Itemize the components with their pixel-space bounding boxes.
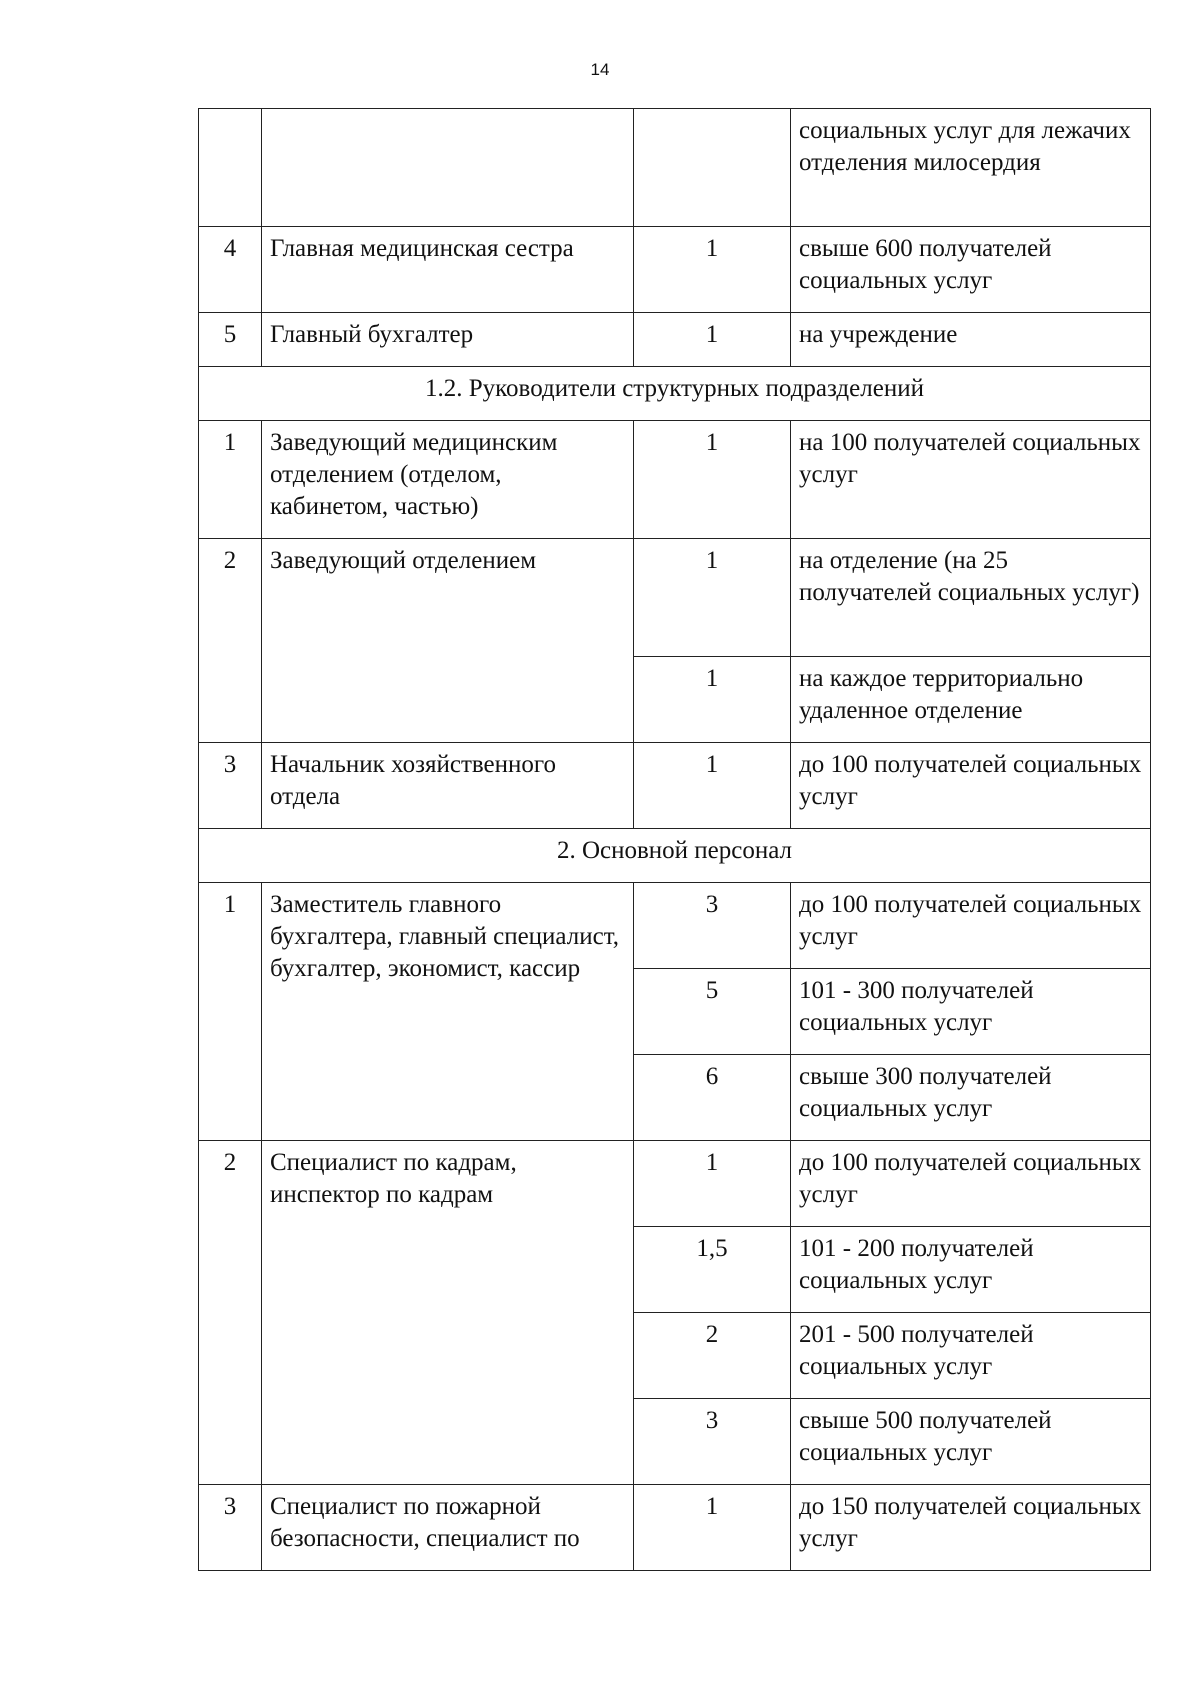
table-row xyxy=(199,421,1151,539)
position-name-cell: Заведующий медицинским отделением (отделом, кабинетом, частью) xyxy=(262,421,634,539)
quantity-cell: 1 xyxy=(634,421,791,539)
quantity-cell: 6 xyxy=(634,1055,791,1141)
row-number-cell: 3 xyxy=(199,1485,262,1571)
norm-cell: свыше 300 получателей социальных услуг xyxy=(791,1055,1151,1141)
row-number-cell: 2 xyxy=(199,539,262,743)
norm-cell: до 100 получателей социальных услуг xyxy=(791,1141,1151,1227)
quantity-cell: 1 xyxy=(634,743,791,829)
quantity-cell: 1 xyxy=(634,1141,791,1227)
norm-cell: свыше 600 получателей социальных услуг xyxy=(791,227,1151,313)
position-name-cell: Главная медицинская сестра xyxy=(262,227,634,313)
quantity-cell: 1 xyxy=(634,657,791,743)
row-number-cell: 2 xyxy=(199,1141,262,1485)
norm-cell: на каждое территориально удаленное отделение xyxy=(791,657,1151,743)
quantity-cell: 1,5 xyxy=(634,1227,791,1313)
staffing-norms-table xyxy=(198,108,1151,1571)
quantity-cell: 2 xyxy=(634,1313,791,1399)
quantity-cell: 5 xyxy=(634,969,791,1055)
quantity-cell xyxy=(634,109,791,227)
norm-cell: 101 - 200 получателей социальных услуг xyxy=(791,1227,1151,1313)
row-number-cell: 4 xyxy=(199,227,262,313)
position-name-cell xyxy=(262,109,634,227)
norm-cell: до 150 получателей социальных услуг xyxy=(791,1485,1151,1571)
norm-cell: 101 - 300 получателей социальных услуг xyxy=(791,969,1151,1055)
section-header-row xyxy=(199,367,1151,421)
table-row xyxy=(199,539,1151,657)
table-row xyxy=(199,883,1151,969)
table-row xyxy=(199,109,1151,227)
norm-cell: на 100 получателей социальных услуг xyxy=(791,421,1151,539)
position-name-cell: Начальник хозяйственного отдела xyxy=(262,743,634,829)
row-number-cell: 1 xyxy=(199,421,262,539)
quantity-cell: 3 xyxy=(634,1399,791,1485)
quantity-cell: 1 xyxy=(634,1485,791,1571)
norm-cell: свыше 500 получателей социальных услуг xyxy=(791,1399,1151,1485)
page-number: 14 xyxy=(590,60,610,79)
row-number-cell xyxy=(199,109,262,227)
norm-cell: на отделение (на 25 получателей социальных услуг) xyxy=(791,539,1151,657)
norm-cell: 201 - 500 получателей социальных услуг xyxy=(791,1313,1151,1399)
position-name-cell: Специалист по пожарной безопасности, специалист по xyxy=(262,1485,634,1571)
quantity-cell: 1 xyxy=(634,313,791,367)
row-number-cell: 1 xyxy=(199,883,262,1141)
table-row xyxy=(199,227,1151,313)
row-number-cell: 3 xyxy=(199,743,262,829)
row-number-cell: 5 xyxy=(199,313,262,367)
table-row xyxy=(199,1485,1151,1571)
quantity-cell: 3 xyxy=(634,883,791,969)
table-row xyxy=(199,313,1151,367)
position-name-cell: Заместитель главного бухгалтера, главный специалист, бухгалтер, экономист, кассир xyxy=(262,883,634,1141)
norm-cell: до 100 получателей социальных услуг xyxy=(791,883,1151,969)
norm-cell: социальных услуг для лежачих отделения милосердия xyxy=(791,109,1151,227)
norm-cell: до 100 получателей социальных услуг xyxy=(791,743,1151,829)
section-header-row xyxy=(199,829,1151,883)
norm-cell: на учреждение xyxy=(791,313,1151,367)
quantity-cell: 1 xyxy=(634,539,791,657)
table-row xyxy=(199,1141,1151,1227)
quantity-cell: 1 xyxy=(634,227,791,313)
position-name-cell: Главный бухгалтер xyxy=(262,313,634,367)
position-name-cell: Заведующий отделением xyxy=(262,539,634,743)
section-title: 1.2. Руководители структурных подразделений xyxy=(199,367,1151,421)
position-name-cell: Специалист по кадрам, инспектор по кадрам xyxy=(262,1141,634,1485)
section-title: 2. Основной персонал xyxy=(199,829,1151,883)
table-row xyxy=(199,743,1151,829)
